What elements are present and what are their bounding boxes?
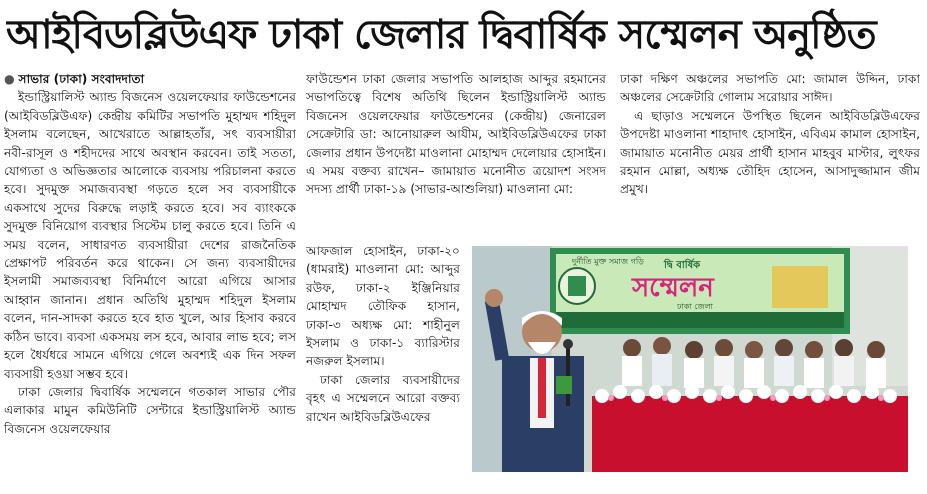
paragraph: এ ছাড়াও সম্মেলনে উপস্থিত ছিলেন আইবিডব্লিউএফের উপদেষ্টা মাওলানা শাহাদাৎ হোসাইন, এবিএম কামাল হোসাইন, জামায়াত মনোনীত মেয়র প্রার্থী হাসান মাহবুব মাস্টার, লুৎফর রহমান মোল্লা, অধ্যক্ষ তৌহিদ হোসেন, আসাদুজ্জামান জীম প্রমুখ।: [620, 108, 920, 197]
photo-scene: [472, 246, 908, 472]
article-column-2-lower: [306, 242, 460, 487]
byline-line: [4, 70, 296, 88]
article-column-1: [4, 70, 296, 490]
headline: আইবিডব্লিউএফ ঢাকা জেলার দ্বিবার্ষিক সম্মেলন অনুষ্ঠিত: [6, 12, 876, 58]
audience-group: [622, 337, 886, 388]
paragraph: ফাউন্ডেশন ঢাকা জেলার সভাপতি আলহাজ আব্দুর রহমানের সভাপতিত্বে বিশেষ অতিথি ছিলেন ইন্ডাস্ট্রিয়ালিস্ট অ্যান্ড বিজনেস ওয়েলফেয়ার ফাউন্ডেশনের (কেন্দ্রীয়) জেনারেল সেক্রেটারি ডা: আনোয়ারুল আযীম, আইবিডব্লিউএফের ঢাকা জেলার প্রধান উপদেষ্টা মাওলানা মোহাম্মদ দেলোয়ার হোসাইন। এ সময় বক্তব্য রাখেন– জামায়াত মনোনীত ত্রয়োদশ সংসদ সদস্য প্রার্থী ঢাকা-১৯ (সাভার-আশুলিয়া) মাওলানা মো:: [306, 72, 606, 197]
article-column-3: [620, 70, 920, 230]
paragraph: ঢাকা জেলার দ্বিবার্ষিক সম্মেলনে গতকাল সাভার পৌর এলাকার মামুন কমিউনিটি সেন্টারে ইন্ডাস্ট্রিয়ালিস্ট অ্যান্ড বিজনেস ওয়েলফেয়ার: [4, 384, 296, 436]
news-photo: [472, 246, 908, 472]
banner-big-text: সম্মেলন: [632, 273, 714, 303]
paragraph: ঢাকা দক্ষিণ অঞ্চলের সভাপতি মো: জামাল উদ্দিন, ঢাকা অঞ্চলের সেক্রেটারি গোলাম সরোয়ার সাঈদ।: [620, 72, 920, 105]
stage-table: [592, 396, 908, 472]
article-column-2: [306, 70, 606, 242]
paragraph: আফজাল হোসাইন, ঢাকা-২০ (ধামরাই) মাওলানা মো: আব্দুর রউফ, ঢাকা-২ ইঞ্জিনিয়ার মোহাম্মদ তৌফিক হাসান, ঢাকা-৩ অধ্যক্ষ মো: শাহীনুল ইসলাম ও ঢাকা-১ ব্যারিস্টার নজরুল ইসলাম।: [306, 244, 460, 369]
paragraph: ইন্ডাস্ট্রিয়ালিস্ট অ্যান্ড বিজনেস ওয়েলফেয়ার ফাউন্ডেশনের (আইবিডব্লিউএফ) কেন্দ্রীয় কমিটির সভাপতি মুহাম্মদ শহিদুল ইসলাম বলেছেন, আখেরাতে আল্লাহতাঁর, সৎ ব্যবসায়ীরা নবী-রাসূল ও শহীদদের সাথে অবস্থান করবেন। তাই সততা, যোগ্যতা ও অভিজ্ঞতার আলোকে ব্যবসায় পরিচালনা করতে হবে। সুদমুক্ত সমাজব্যবস্থা গড়তে হলে সব ব্যবসায়ীকে একসাথে সুদের বিরুদ্ধে লড়াই করতে হবে। সব ব্যাংককে সুদমুক্ত বিনিয়োগ ব্যবস্থার সিস্টেম চালু করতে হবে। তিনি এ সময় বলেন, সাধারণত ব্যবসায়ীরা দেশের রাজনৈতিক প্রেক্ষাপট পরিবর্তন করে থাকেন। সে জন্য ব্যবসায়ীদের ইসলামী সমাজব্যবস্থা বিনির্মাণে আরো এগিয়ে আসার আহ্বান জানান। প্রধান অতিথি মুহাম্মদ শহিদুল ইসলাম বলেন, দান-সাদকা করতে হবে হাত খুলে, আর হিসাব করবে কঠিন ভাবে। ব্যবসা একসময় লস হবে, আবার লাভ হবে; লস হলে ধৈর্যধরে সামনে এগিয়ে গেলে অবশ্যই এক দিন সফল ব্যবসায়ী হওয়া সম্ভব হবে।: [4, 90, 296, 381]
banner-small-text: দ্বি বার্ষিক: [664, 260, 701, 271]
paragraph: ঢাকা জেলার ব্যবসায়ীদের বৃহৎ এ সম্মেলনে আরো বক্তব্য রাখেন আইবিডব্লিউএফের: [306, 372, 460, 424]
byline-bullet: ●: [4, 72, 15, 86]
banner-sub-text: ঢাকা জেলা: [677, 302, 713, 311]
byline: সাভার (ঢাকা) সংবাদদাতা: [18, 72, 145, 86]
banner-top-left: দুর্নীতি মুক্ত সমাজ গড়ি: [572, 257, 644, 266]
